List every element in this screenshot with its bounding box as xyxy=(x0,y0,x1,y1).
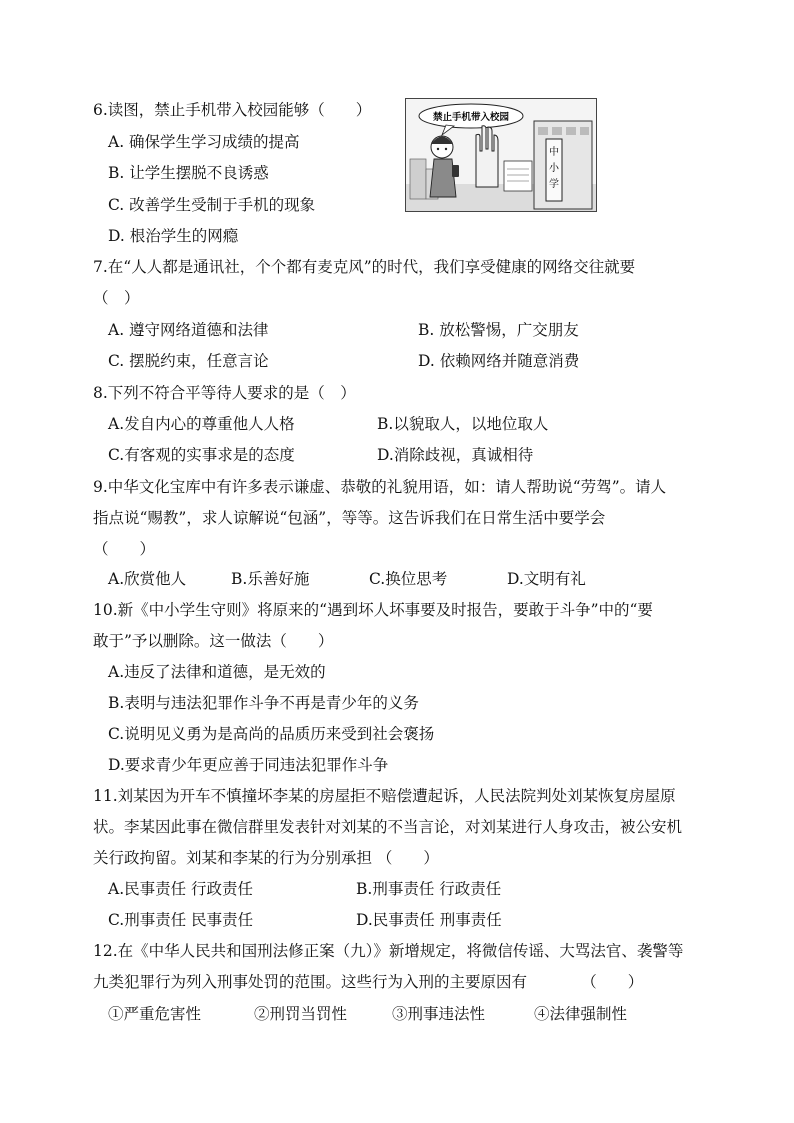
school-plate-char-1: 中 xyxy=(549,147,559,158)
q6-option-c: C. 改善学生受制于手机的现象 xyxy=(108,196,316,214)
q8-option-b: B.以貌取人，以地位取人 xyxy=(377,415,549,433)
school-plate-char-2: 小 xyxy=(549,163,559,174)
q12-option-3: ③刑事违法性 xyxy=(392,1005,486,1023)
q9-answer-bracket: （ ） xyxy=(93,540,156,558)
q11-option-a: A.民事责任 行政责任 xyxy=(108,880,254,898)
q6-option-a: A. 确保学生学习成绩的提高 xyxy=(108,133,300,151)
q10-option-c: C.说明见义勇为是高尚的品质历来受到社会褒扬 xyxy=(108,725,435,743)
q10-option-b: B.表明与违法犯罪作斗争不再是青少年的义务 xyxy=(108,694,419,712)
q12-option-1: ①严重危害性 xyxy=(108,1005,202,1023)
q9-stem-line-2: 指点说“赐教”，求人谅解说“包涵”，等等。这告诉我们在日常生活中要学会 xyxy=(93,509,606,527)
q10-option-a: A.违反了法律和道德，是无效的 xyxy=(108,663,326,681)
q9-option-c: C.换位思考 xyxy=(369,570,448,588)
q10-stem-line-2: 敢于”予以删除。这一做法（ ） xyxy=(93,632,334,650)
q12-stem-line-1: 12.在《中华人民共和国刑法修正案（九）》新增规定，将微信传谣、大骂法官、袭警等 xyxy=(93,942,684,960)
q11-stem-line-2: 状。李某因此事在微信群里发表针对刘某的不当言论，对刘某进行人身攻击，被公安机 xyxy=(93,818,683,836)
q8-option-d: D.消除歧视，真诚相待 xyxy=(377,446,534,464)
q11-stem-line-3: 关行政拘留。刘某和李某的行为分别承担 （ ） xyxy=(93,849,439,867)
q11-option-b: B.刑事责任 行政责任 xyxy=(356,880,502,898)
cartoon-drawing xyxy=(406,99,596,211)
phone-ban-cartoon-image xyxy=(405,98,597,212)
q7-option-a: A. 遵守网络道德和法律 xyxy=(108,321,269,339)
q7-option-c: C. 摆脱约束，任意言论 xyxy=(108,352,269,370)
q11-option-d: D.民事责任 刑事责任 xyxy=(356,911,502,929)
q7-stem: 7.在“人人都是通讯社，个个都有麦克风”的时代，我们享受健康的网络交往就要 xyxy=(93,258,636,276)
q12-option-4: ④法律强制性 xyxy=(534,1005,628,1023)
q9-option-b: B.乐善好施 xyxy=(231,570,310,588)
q9-stem-line-1: 9.中华文化宝库中有许多表示谦虚、恭敬的礼貌用语，如：请人帮助说“劳驾”。请人 xyxy=(93,478,667,496)
q11-option-c: C.刑事责任 民事责任 xyxy=(108,911,254,929)
q11-stem-line-1: 11.刘某因为开车不慎撞坏李某的房屋拒不赔偿遭起诉，人民法院判处刘某恢复房屋原 xyxy=(93,787,676,805)
q6-option-b: B. 让学生摆脱不良诱惑 xyxy=(108,164,269,182)
q10-option-d: D.要求青少年更应善于同违法犯罪作斗争 xyxy=(108,756,389,774)
q7-answer-bracket: （ ） xyxy=(93,289,140,307)
school-plate-char-3: 学 xyxy=(549,179,559,190)
speech-bubble-text: 禁止手机带入校园 xyxy=(432,112,510,123)
q8-option-c: C.有客观的实事求是的态度 xyxy=(108,446,295,464)
q8-stem: 8.下列不符合平等待人要求的是（ ） xyxy=(93,384,356,402)
q9-option-d: D.文明有礼 xyxy=(507,570,586,588)
q10-stem-line-1: 10.新《中小学生守则》将原来的“遇到坏人坏事要及时报告，要敢于斗争”中的“要 xyxy=(93,601,653,619)
q6-stem: 6.读图，禁止手机带入校园能够（ ） xyxy=(93,101,372,119)
q12-option-2: ②刑罚当罚性 xyxy=(254,1005,348,1023)
q7-option-d: D. 依赖网络并随意消费 xyxy=(418,352,580,370)
q8-option-a: A.发自内心的尊重他人人格 xyxy=(108,415,295,433)
q12-stem-line-2: 九类犯罪行为列入刑事处罚的范围。这些行为入刑的主要原因有 （ ） xyxy=(93,973,644,991)
q7-option-b: B. 放松警惕，广交朋友 xyxy=(418,321,579,339)
q9-option-a: A.欣赏他人 xyxy=(108,570,187,588)
q6-option-d: D. 根治学生的网瘾 xyxy=(108,227,239,245)
